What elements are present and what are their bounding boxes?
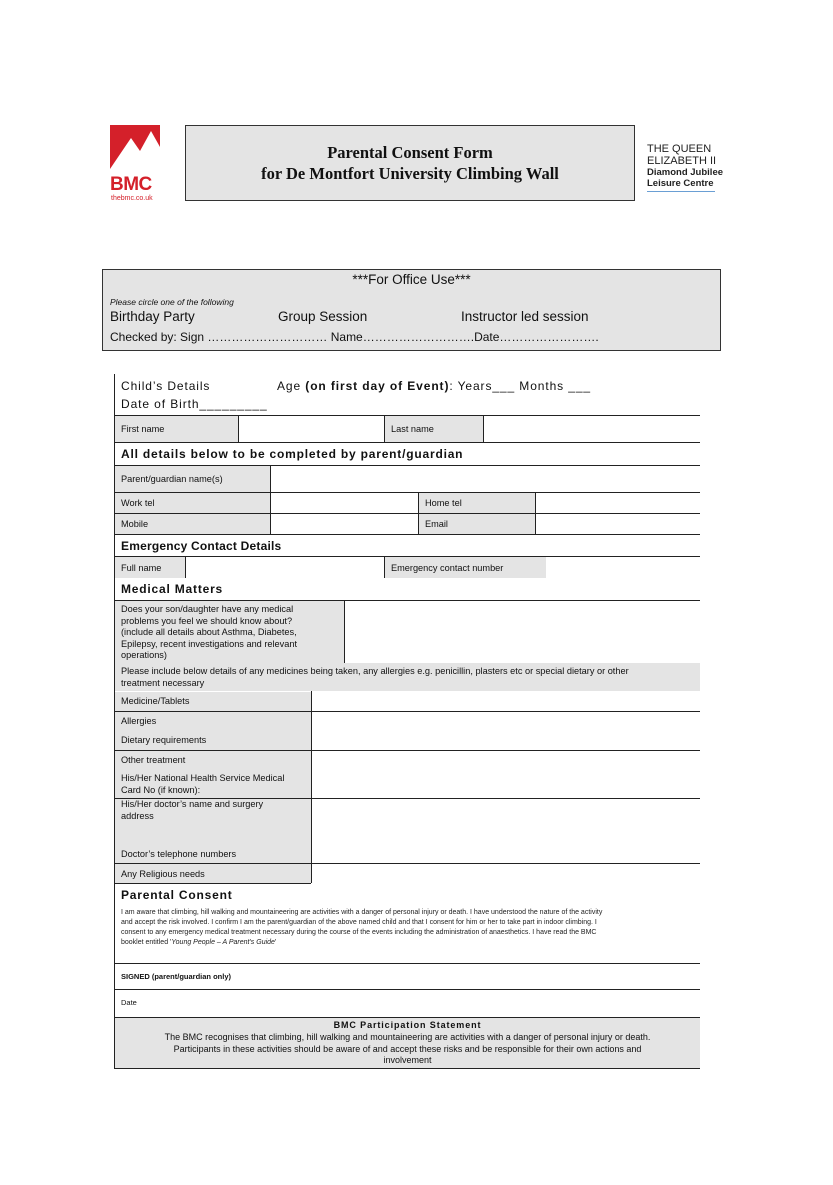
last-name-input[interactable] <box>486 419 696 439</box>
emergency-heading: Emergency Contact Details <box>121 539 282 553</box>
office-instruction: Please circle one of the following <box>110 297 234 307</box>
other-treatment-label: Other treatment <box>121 755 186 765</box>
date-of-birth-label: Date of Birth_________ <box>121 397 268 411</box>
logo-url: thebmc.co.uk <box>111 195 153 202</box>
first-name-label: First name <box>121 424 165 434</box>
venue-line: Leisure Centre <box>647 178 714 189</box>
form-title-box <box>185 125 635 201</box>
checked-by-line: Checked by: Sign ………………………… Name……………………….Date……………………. <box>110 330 599 344</box>
statement-text: The BMC recognises that climbing, hill walking and mountaineering are activities with a danger of personal injury or death. Participants in these activities should be aware of and accept these risks and be responsible for their own actions and involvement <box>164 1032 651 1065</box>
nhs-card-label: His/Her National Health Service Medical Card No (if known): <box>121 773 285 795</box>
office-use-title: ***For Office Use*** <box>352 272 471 287</box>
venue-underline <box>647 191 715 192</box>
form-title: Parental Consent Form <box>327 143 493 162</box>
work-tel-label: Work tel <box>121 498 155 508</box>
doctor-name-label: His/Her doctor’s name and surgery address <box>121 799 264 821</box>
consent-form <box>114 374 700 1069</box>
email-label: Email <box>425 519 448 529</box>
parental-consent-heading: Parental Consent <box>121 888 233 902</box>
option-instructor-led[interactable]: Instructor led session <box>461 309 589 324</box>
bmc-logo <box>110 125 160 205</box>
work-tel-input[interactable] <box>273 495 415 511</box>
doctor-details-input[interactable] <box>314 801 697 861</box>
first-name-input[interactable] <box>241 419 381 439</box>
childs-details-label: Child’s Details <box>121 379 211 393</box>
date-input[interactable] <box>155 992 697 1014</box>
logo-text: BMC <box>110 174 152 195</box>
emergency-number-input[interactable] <box>549 559 697 576</box>
option-birthday-party[interactable]: Birthday Party <box>110 309 195 324</box>
venue-line: Diamond Jubilee <box>647 167 724 178</box>
consent-text: I am aware that climbing, hill walking and mountaineering are activities with a danger of personal injury or death. I have understood the nature of the activity and accept the risk involved. I confirm I am the parent/guardian of the above named child and that I consent for him or her to take part in indoor climbing. I consent to any emergency medical treatment necessary during the course of the events including the administration of anaesthetics. I have read the BMC booklet entitled 'Young People – A Parent's Guide' <box>121 909 603 946</box>
venue-line: ELIZABETH II <box>647 155 717 167</box>
venue-logo <box>647 143 727 192</box>
medical-problems-input[interactable] <box>347 603 697 660</box>
medicine-tablets-input[interactable] <box>314 694 697 709</box>
mobile-input[interactable] <box>273 516 415 532</box>
doctor-phone-label: Doctor’s telephone numbers <box>121 849 237 859</box>
emergency-full-name-input[interactable] <box>188 559 381 576</box>
statement-heading: BMC Participation Statement <box>333 1020 482 1030</box>
guardian-name-input[interactable] <box>273 468 697 489</box>
religious-needs-label: Any Religious needs <box>121 869 205 879</box>
religious-needs-input[interactable] <box>314 866 697 881</box>
option-group-session[interactable]: Group Session <box>278 309 368 324</box>
dietary-requirements-label: Dietary requirements <box>121 735 207 745</box>
email-input[interactable] <box>538 516 697 532</box>
mobile-label: Mobile <box>121 519 149 529</box>
parent-section-heading: All details below to be completed by parent/guardian <box>121 447 464 461</box>
treatment-nhs-input[interactable] <box>314 753 697 796</box>
allergies-label: Allergies <box>121 716 157 726</box>
venue-line: THE QUEEN <box>647 143 712 155</box>
allergies-dietary-input[interactable] <box>314 714 697 748</box>
date-label: Date <box>121 998 137 1007</box>
medicines-instruction: Please include below details of any medicines being taken, any allergies e.g. penicillin, plasters etc or special dietary or other treatment necessary <box>121 666 629 688</box>
signature-input[interactable] <box>255 965 697 987</box>
signed-label: SIGNED (parent/guardian only) <box>121 972 232 981</box>
age-field-label: Age (on first day of Event): Years___ Months ___ <box>277 379 592 393</box>
home-tel-label: Home tel <box>425 498 462 508</box>
guardian-name-label: Parent/guardian name(s) <box>121 474 223 484</box>
home-tel-input[interactable] <box>538 495 697 511</box>
emergency-full-name-label: Full name <box>121 563 162 573</box>
last-name-label: Last name <box>391 424 434 434</box>
medicine-tablets-label: Medicine/Tablets <box>121 696 190 706</box>
medical-heading: Medical Matters <box>121 582 224 596</box>
emergency-number-label: Emergency contact number <box>391 563 504 573</box>
form-subtitle: for De Montfort University Climbing Wall <box>261 164 559 183</box>
office-use-box <box>102 269 721 351</box>
medical-question: Does your son/daughter have any medical problems you feel we should know about? (include all details about Asthma, Diabetes, Epilepsy, recent investigations and relevant operations) <box>121 604 298 660</box>
